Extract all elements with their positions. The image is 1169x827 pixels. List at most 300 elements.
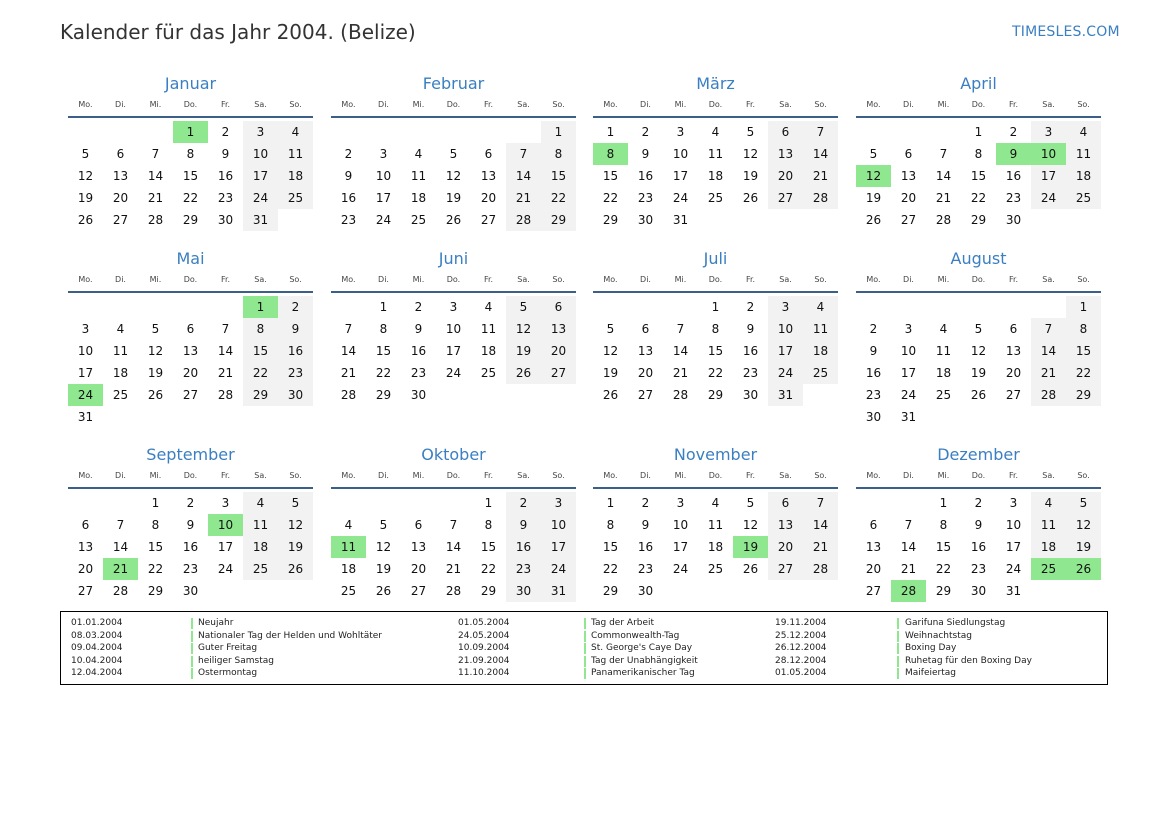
day-cell: 27: [77, 584, 94, 598]
holiday-date: 01.01.2004: [71, 618, 123, 628]
holiday-date: 26.12.2004: [775, 643, 827, 653]
legend-marker: [897, 656, 899, 667]
weekday-label: Do.: [971, 100, 986, 109]
week-row: [593, 209, 838, 231]
week-row: [331, 187, 576, 209]
holiday-day-cell: 11: [331, 536, 366, 558]
day-cell: 23: [278, 362, 313, 384]
weekday-label: Fr.: [220, 275, 231, 284]
day-cell: 5: [506, 296, 541, 318]
weekday-header: [68, 469, 313, 483]
day-cell: 24: [768, 362, 803, 384]
day-cell: 23: [182, 562, 199, 576]
day-cell: 8: [606, 518, 615, 532]
weekday-label: Mo.: [78, 100, 93, 109]
holiday-date: 19.11.2004: [775, 618, 827, 628]
day-cell: 9: [974, 518, 983, 532]
day-cell: 6: [186, 322, 195, 336]
day-cell: 5: [869, 147, 878, 161]
empty-cell: [331, 492, 366, 514]
day-cell: 24: [1031, 187, 1066, 209]
day-cell: 4: [116, 322, 125, 336]
weekday-label: Fr.: [745, 100, 756, 109]
day-cell: 11: [707, 518, 724, 532]
empty-cell: [138, 121, 173, 143]
day-cell: 14: [445, 540, 462, 554]
weekday-header: [331, 469, 576, 483]
week-row: [68, 143, 313, 165]
month-name: März: [696, 74, 735, 93]
day-cell: 28: [147, 213, 164, 227]
day-cell: 25: [803, 362, 838, 384]
day-cell: 7: [803, 121, 838, 143]
day-cell: 10: [768, 318, 803, 340]
day-cell: 8: [186, 147, 195, 161]
weekday-label: Fr.: [1008, 471, 1019, 480]
week-row: [68, 580, 313, 602]
empty-cell: [401, 492, 436, 514]
day-cell: 8: [379, 322, 388, 336]
day-cell: 22: [375, 366, 392, 380]
day-cell: 11: [410, 169, 427, 183]
empty-cell: [856, 492, 891, 514]
day-cell: 11: [1031, 514, 1066, 536]
empty-cell: [768, 580, 803, 602]
day-cell: 27: [768, 187, 803, 209]
day-cell: 7: [1031, 318, 1066, 340]
weekday-label: So.: [814, 100, 827, 109]
day-cell: 3: [221, 496, 230, 510]
holiday-name: Ruhetag für den Boxing Day: [905, 655, 1032, 666]
week-row: [856, 558, 1101, 580]
day-cell: 26: [445, 213, 462, 227]
day-cell: 7: [221, 322, 230, 336]
day-cell: 27: [865, 584, 882, 598]
empty-cell: [698, 580, 733, 602]
day-cell: 8: [243, 318, 278, 340]
empty-cell: [68, 492, 103, 514]
holiday-date: 24.05.2004: [458, 630, 510, 641]
week-row: [331, 121, 576, 143]
day-cell: 2: [641, 125, 650, 139]
day-cell: 31: [900, 410, 917, 424]
month-name: Februar: [422, 74, 485, 93]
legend-marker: [191, 631, 193, 642]
legend-marker: [191, 618, 193, 629]
day-cell: 7: [151, 147, 160, 161]
day-cell: 18: [1066, 165, 1101, 187]
weekday-label: Fr.: [483, 100, 494, 109]
day-cell: 18: [112, 366, 129, 380]
day-cell: 13: [480, 169, 497, 183]
day-cell: 2: [641, 496, 650, 510]
empty-cell: [436, 492, 471, 514]
holiday-day-cell: 12: [856, 165, 891, 187]
day-cell: 15: [970, 169, 987, 183]
day-cell: 18: [340, 562, 357, 576]
weekday-label: Mo.: [603, 275, 618, 284]
holiday-name: Neujahr: [198, 618, 234, 628]
day-cell: 21: [803, 165, 838, 187]
day-cell: 10: [1005, 518, 1022, 532]
holiday-day-cell: 10: [208, 514, 243, 536]
empty-cell: [278, 406, 313, 428]
day-cell: 1: [606, 496, 615, 510]
day-cell: 10: [672, 518, 689, 532]
empty-cell: [541, 384, 576, 406]
legend-marker: [584, 643, 586, 654]
weekday-label: Mo.: [603, 100, 618, 109]
weekday-label: Mi.: [674, 100, 687, 109]
day-cell: 2: [1009, 125, 1018, 139]
day-cell: 22: [935, 562, 952, 576]
day-cell: 15: [1066, 340, 1101, 362]
day-cell: 11: [480, 322, 497, 336]
weekday-label: Mo.: [78, 471, 93, 480]
day-cell: 19: [506, 340, 541, 362]
day-cell: 26: [375, 584, 392, 598]
day-cell: 27: [637, 388, 654, 402]
week-row: [856, 340, 1101, 362]
weekday-label: Di.: [378, 471, 389, 480]
holiday-name: Garifuna Siedlungstag: [905, 618, 1006, 628]
day-cell: 13: [77, 540, 94, 554]
week-row: [331, 340, 576, 362]
empty-cell: [628, 296, 663, 318]
day-cell: 1: [379, 300, 388, 314]
day-cell: 10: [900, 344, 917, 358]
day-cell: 9: [186, 518, 195, 532]
day-cell: 7: [116, 518, 125, 532]
holiday-day-cell: 1: [243, 296, 278, 318]
empty-cell: [1066, 209, 1101, 231]
day-cell: 14: [340, 344, 357, 358]
weekday-label: So.: [1077, 471, 1090, 480]
week-row: [856, 187, 1101, 209]
day-cell: 4: [939, 322, 948, 336]
week-row: [593, 558, 838, 580]
day-cell: 2: [869, 322, 878, 336]
day-cell: 14: [803, 143, 838, 165]
day-cell: 26: [865, 213, 882, 227]
day-cell: 15: [243, 340, 278, 362]
weekday-header: [68, 273, 313, 287]
day-cell: 22: [480, 562, 497, 576]
header-rule: [331, 487, 576, 489]
weekday-label: Mi.: [149, 100, 162, 109]
day-cell: 12: [1066, 514, 1101, 536]
holiday-day-cell: 21: [103, 558, 138, 580]
weekday-label: Sa.: [254, 275, 267, 284]
day-cell: 28: [803, 187, 838, 209]
legend-marker: [584, 631, 586, 642]
day-cell: 6: [904, 147, 913, 161]
day-cell: 2: [278, 296, 313, 318]
weekday-label: So.: [289, 100, 302, 109]
day-cell: 15: [707, 344, 724, 358]
day-cell: 6: [768, 121, 803, 143]
empty-cell: [173, 296, 208, 318]
weekday-label: Do.: [708, 471, 723, 480]
brand-link[interactable]: TIMESLES.COM: [1012, 24, 1120, 40]
empty-cell: [803, 209, 838, 231]
day-cell: 20: [480, 191, 497, 205]
day-cell: 1: [974, 125, 983, 139]
day-cell: 18: [1031, 536, 1066, 558]
day-cell: 7: [939, 147, 948, 161]
day-cell: 9: [641, 147, 650, 161]
day-cell: 4: [711, 125, 720, 139]
legend-marker: [584, 668, 586, 679]
week-row: [331, 558, 576, 580]
day-cell: 28: [803, 558, 838, 580]
day-cell: 29: [243, 384, 278, 406]
day-cell: 18: [935, 366, 952, 380]
day-cell: 6: [484, 147, 493, 161]
day-cell: 12: [77, 169, 94, 183]
empty-cell: [436, 384, 471, 406]
weekday-label: Mi.: [674, 471, 687, 480]
empty-cell: [803, 580, 838, 602]
weekday-label: Mo.: [866, 100, 881, 109]
day-cell: 15: [602, 169, 619, 183]
day-cell: 13: [637, 344, 654, 358]
week-row: [593, 514, 838, 536]
day-cell: 30: [637, 584, 654, 598]
day-cell: 12: [147, 344, 164, 358]
day-cell: 16: [217, 169, 234, 183]
weekday-label: So.: [1077, 275, 1090, 284]
month-name: September: [146, 445, 235, 464]
day-cell: 17: [672, 169, 689, 183]
legend-marker: [584, 618, 586, 629]
day-cell: 14: [900, 540, 917, 554]
week-row: [856, 384, 1101, 406]
day-cell: 9: [641, 518, 650, 532]
empty-cell: [891, 296, 926, 318]
day-cell: 5: [746, 496, 755, 510]
day-cell: 1: [711, 300, 720, 314]
day-cell: 23: [410, 366, 427, 380]
week-row: [593, 318, 838, 340]
day-cell: 1: [541, 121, 576, 143]
day-cell: 9: [221, 147, 230, 161]
day-cell: 6: [869, 518, 878, 532]
month-name: August: [950, 249, 1007, 268]
day-cell: 14: [803, 514, 838, 536]
day-cell: 11: [112, 344, 129, 358]
weekday-label: Mo.: [341, 100, 356, 109]
day-cell: 25: [935, 388, 952, 402]
day-cell: 30: [637, 213, 654, 227]
day-cell: 12: [970, 344, 987, 358]
day-cell: 7: [676, 322, 685, 336]
day-cell: 31: [541, 580, 576, 602]
week-row: [68, 296, 313, 318]
weekday-label: Mi.: [412, 100, 425, 109]
weekday-label: Fr.: [483, 471, 494, 480]
day-cell: 22: [602, 562, 619, 576]
day-cell: 27: [182, 388, 199, 402]
day-cell: 10: [445, 322, 462, 336]
day-cell: 6: [414, 518, 423, 532]
day-cell: 31: [77, 410, 94, 424]
day-cell: 29: [182, 213, 199, 227]
day-cell: 30: [742, 388, 759, 402]
day-cell: 22: [243, 362, 278, 384]
day-cell: 4: [484, 300, 493, 314]
empty-cell: [663, 296, 698, 318]
empty-cell: [243, 406, 278, 428]
day-cell: 15: [602, 540, 619, 554]
empty-cell: [733, 580, 768, 602]
day-cell: 30: [410, 388, 427, 402]
week-row: [593, 580, 838, 602]
month-1: [331, 72, 576, 231]
holiday-date: 21.09.2004: [458, 655, 510, 666]
day-cell: 21: [217, 366, 234, 380]
day-cell: 26: [970, 388, 987, 402]
empty-cell: [1031, 209, 1066, 231]
day-cell: 5: [449, 147, 458, 161]
day-cell: 3: [243, 121, 278, 143]
weekday-header: [331, 273, 576, 287]
day-cell: 15: [935, 540, 952, 554]
week-row: [593, 187, 838, 209]
day-cell: 26: [506, 362, 541, 384]
header-rule: [593, 487, 838, 489]
weekday-label: Di.: [115, 275, 126, 284]
day-cell: 3: [1009, 496, 1018, 510]
day-cell: 14: [1031, 340, 1066, 362]
day-cell: 3: [449, 300, 458, 314]
day-cell: 17: [1031, 165, 1066, 187]
day-cell: 16: [1005, 169, 1022, 183]
day-cell: 28: [935, 213, 952, 227]
day-cell: 31: [1005, 584, 1022, 598]
weekday-label: Mi.: [412, 471, 425, 480]
day-cell: 13: [768, 514, 803, 536]
week-row: [856, 143, 1101, 165]
day-cell: 21: [935, 191, 952, 205]
day-cell: 27: [410, 584, 427, 598]
day-cell: 25: [480, 366, 497, 380]
weekday-header: [593, 469, 838, 483]
month-name: Oktober: [421, 445, 486, 464]
holiday-day-cell: 28: [891, 580, 926, 602]
week-row: [856, 296, 1101, 318]
header-rule: [593, 291, 838, 293]
empty-cell: [331, 296, 366, 318]
day-cell: 5: [151, 322, 160, 336]
header-rule: [856, 487, 1101, 489]
weekday-label: Do.: [708, 275, 723, 284]
day-cell: 21: [672, 366, 689, 380]
day-cell: 4: [1066, 121, 1101, 143]
holiday-name: heiliger Samstag: [198, 655, 274, 666]
day-cell: 17: [217, 540, 234, 554]
day-cell: 21: [900, 562, 917, 576]
day-cell: 5: [746, 125, 755, 139]
week-row: [856, 318, 1101, 340]
day-cell: 3: [768, 296, 803, 318]
day-cell: 26: [602, 388, 619, 402]
day-cell: 28: [506, 209, 541, 231]
day-cell: 29: [602, 584, 619, 598]
day-cell: 27: [768, 558, 803, 580]
day-cell: 6: [641, 322, 650, 336]
day-cell: 24: [217, 562, 234, 576]
weekday-header: [331, 98, 576, 112]
day-cell: 7: [904, 518, 913, 532]
holiday-date: 11.10.2004: [458, 668, 510, 678]
day-cell: 30: [865, 410, 882, 424]
empty-cell: [996, 296, 1031, 318]
empty-cell: [366, 492, 401, 514]
day-cell: 24: [672, 562, 689, 576]
holiday-legend: [60, 611, 1108, 685]
month-name: April: [960, 74, 997, 93]
empty-cell: [471, 121, 506, 143]
day-cell: 21: [1031, 362, 1066, 384]
day-cell: 2: [974, 496, 983, 510]
day-cell: 8: [1066, 318, 1101, 340]
weekday-label: Do.: [446, 100, 461, 109]
day-cell: 4: [1031, 492, 1066, 514]
empty-cell: [103, 492, 138, 514]
day-cell: 10: [541, 514, 576, 536]
month-name: Dezember: [937, 445, 1020, 464]
empty-cell: [1066, 406, 1101, 428]
weekday-label: So.: [552, 275, 565, 284]
day-cell: 13: [112, 169, 129, 183]
day-cell: 10: [243, 143, 278, 165]
week-row: [331, 514, 576, 536]
weekday-label: Sa.: [254, 471, 267, 480]
day-cell: 22: [147, 562, 164, 576]
empty-cell: [331, 121, 366, 143]
weekday-label: Di.: [903, 100, 914, 109]
day-cell: 4: [344, 518, 353, 532]
week-row: [593, 143, 838, 165]
day-cell: 27: [112, 213, 129, 227]
month-name: Januar: [164, 74, 217, 93]
day-cell: 2: [506, 492, 541, 514]
legend-marker: [897, 668, 899, 679]
day-cell: 21: [506, 187, 541, 209]
week-row: [593, 384, 838, 406]
day-cell: 15: [480, 540, 497, 554]
day-cell: 3: [676, 496, 685, 510]
empty-cell: [926, 121, 961, 143]
weekday-label: So.: [814, 471, 827, 480]
holiday-name: Guter Freitag: [198, 643, 258, 653]
empty-cell: [138, 296, 173, 318]
day-cell: 13: [865, 540, 882, 554]
weekday-label: Fr.: [745, 471, 756, 480]
day-cell: 20: [900, 191, 917, 205]
legend-marker: [191, 643, 193, 654]
day-cell: 25: [707, 562, 724, 576]
day-cell: 13: [541, 318, 576, 340]
day-cell: 8: [151, 518, 160, 532]
day-cell: 20: [182, 366, 199, 380]
day-cell: 28: [112, 584, 129, 598]
day-cell: 1: [1066, 296, 1101, 318]
empty-cell: [803, 384, 838, 406]
empty-cell: [103, 121, 138, 143]
empty-cell: [68, 121, 103, 143]
